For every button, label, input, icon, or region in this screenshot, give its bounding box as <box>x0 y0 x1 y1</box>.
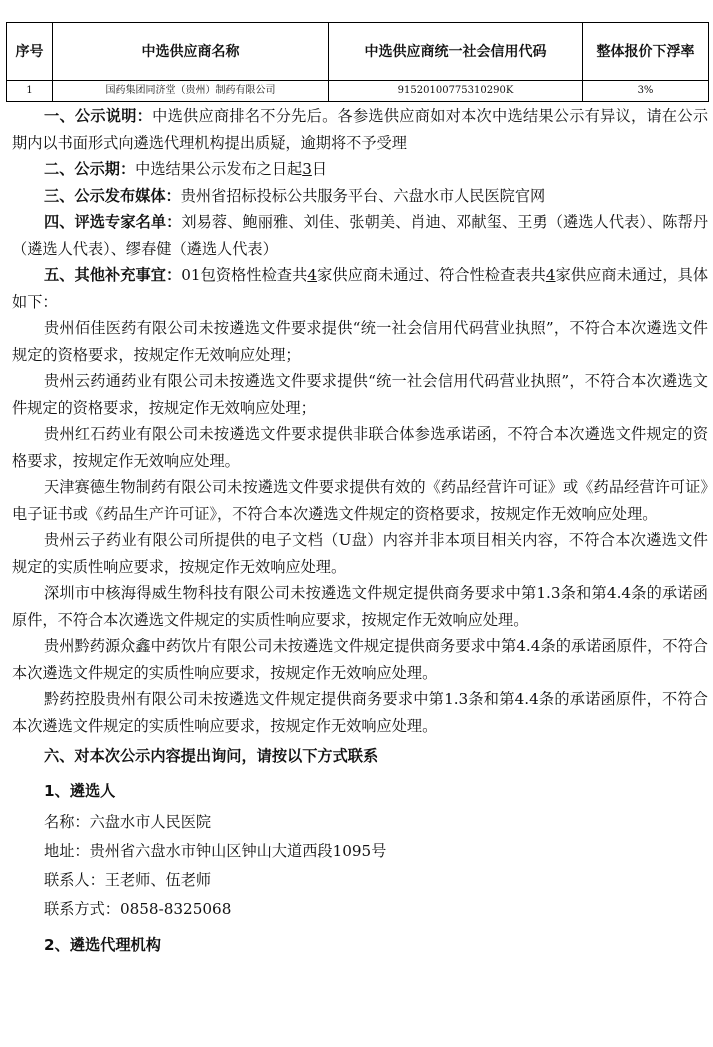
supplement-count-1: 4 <box>307 266 318 284</box>
failure-paragraph: 贵州云子药业有限公司所提供的电子文档（U盘）内容并非本项目相关内容，不符合本次遴选文件规定的实质性响应要求，按规定作无效响应处理。 <box>12 531 708 576</box>
section-supplement <box>12 262 708 315</box>
announcement-body <box>12 103 708 963</box>
table-header-row <box>7 23 709 81</box>
section-media <box>12 183 708 210</box>
purchaser-heading: 1、遴选人 <box>44 781 116 800</box>
supplement-count-2: 4 <box>545 266 556 284</box>
failure-paragraph: 贵州佰佳医药有限公司未按遴选文件要求提供“统一社会信用代码营业执照”，不符合本次遴选文件规定的资格要求，按规定作无效响应处理； <box>12 319 708 364</box>
section-supplement-label: 五、其他补充事宜： <box>44 266 182 284</box>
section-experts-text: 刘易蓉、鲍丽雅、刘佳、张朝美、肖迪、邓献玺、王勇（遴选人代表）、陈帮丹（遴选人代表）、缪春健（遴选人代表） <box>12 213 708 258</box>
failure-paragraph: 贵州红石药业有限公司未按遴选文件要求提供非联合体参选承诺函，不符合本次遴选文件规定的资格要求，按规定作无效响应处理。 <box>12 425 708 470</box>
purchaser-name: 名称：六盘水市人民医院 <box>44 813 212 831</box>
section-period <box>12 156 708 183</box>
table-row <box>7 81 709 102</box>
cell-index: 1 <box>7 81 53 102</box>
section-period-label: 二、公示期： <box>44 160 136 178</box>
purchaser-contact-person: 联系人：王老师、伍老师 <box>44 871 212 889</box>
failure-paragraph: 黔药控股贵州有限公司未按遴选文件规定提供商务要求中第1.3条和第4.4条的承诺函原件，不符合本次遴选文件规定的实质性响应要求，按规定作无效响应处理。 <box>12 690 708 735</box>
failure-paragraph: 贵州黔药源众鑫中药饮片有限公司未按遴选文件规定提供商务要求中第4.4条的承诺函原件，不符合本次遴选文件规定的实质性响应要求，按规定作无效响应处理。 <box>12 637 708 682</box>
purchaser-phone: 联系方式：0858-8325068 <box>44 900 232 918</box>
cell-credit-code: 91520100775310290K <box>329 81 583 102</box>
result-table <box>6 22 709 102</box>
section-notice-label: 一、公示说明： <box>44 107 153 125</box>
failure-paragraph: 深圳市中核海得威生物科技有限公司未按遴选文件规定提供商务要求中第1.3条和第4.4条的承诺函原件，不符合本次遴选文件规定的实质性响应要求，按规定作无效响应处理。 <box>12 584 708 629</box>
supplement-text-3: 家供应商未通过，具体如下： <box>12 266 709 311</box>
section-contact-heading: 六、对本次公示内容提出询问，请按以下方式联系 <box>44 747 379 765</box>
failure-paragraph: 贵州云药通药业有限公司未按遴选文件要求提供“统一社会信用代码营业执照”，不符合本次遴选文件规定的资格要求，按规定作无效响应处理； <box>12 372 708 417</box>
cell-supplier-name: 国药集团同济堂（贵州）制药有限公司 <box>53 81 329 102</box>
failure-paragraph: 天津赛德生物制药有限公司未按遴选文件要求提供有效的《药品经营许可证》或《药品经营许可证》电子证书或《药品生产许可证》，不符合本次遴选文件规定的资格要求，按规定作无效响应处理。 <box>12 478 708 523</box>
section-notice <box>12 103 708 156</box>
purchaser-address: 地址：贵州省六盘水市钟山区钟山大道西段1095号 <box>44 842 387 860</box>
supplement-text-2: 家供应商未通过、符合性检查表共 <box>317 266 546 284</box>
supplement-text-1: 01包资格性检查共 <box>181 266 308 284</box>
header-discount-rate: 整体报价下浮率 <box>583 23 709 81</box>
section-media-label: 三、公示发布媒体： <box>44 186 181 205</box>
header-credit-code: 中选供应商统一社会信用代码 <box>329 23 583 81</box>
header-supplier-name: 中选供应商名称 <box>53 23 329 81</box>
header-index: 序号 <box>7 23 53 81</box>
section-notice-text: 中选供应商排名不分先后。各参选供应商如对本次中选结果公示有异议，请在公示期内以书面形式向遴选代理机构提出质疑，逾期将不予受理 <box>12 107 709 152</box>
agency-heading: 2、遴选代理机构 <box>44 936 161 954</box>
section-media-text: 贵州省招标投标公共服务平台、六盘水市人民医院官网 <box>180 186 546 205</box>
section-period-days: 3 <box>302 160 312 178</box>
section-experts-label: 四、评选专家名单： <box>44 213 182 231</box>
section-period-unit: 日 <box>311 160 328 178</box>
section-experts <box>12 209 708 262</box>
section-period-text: 中选结果公示发布之日起 <box>135 160 303 178</box>
cell-discount-rate: 3% <box>583 81 709 102</box>
